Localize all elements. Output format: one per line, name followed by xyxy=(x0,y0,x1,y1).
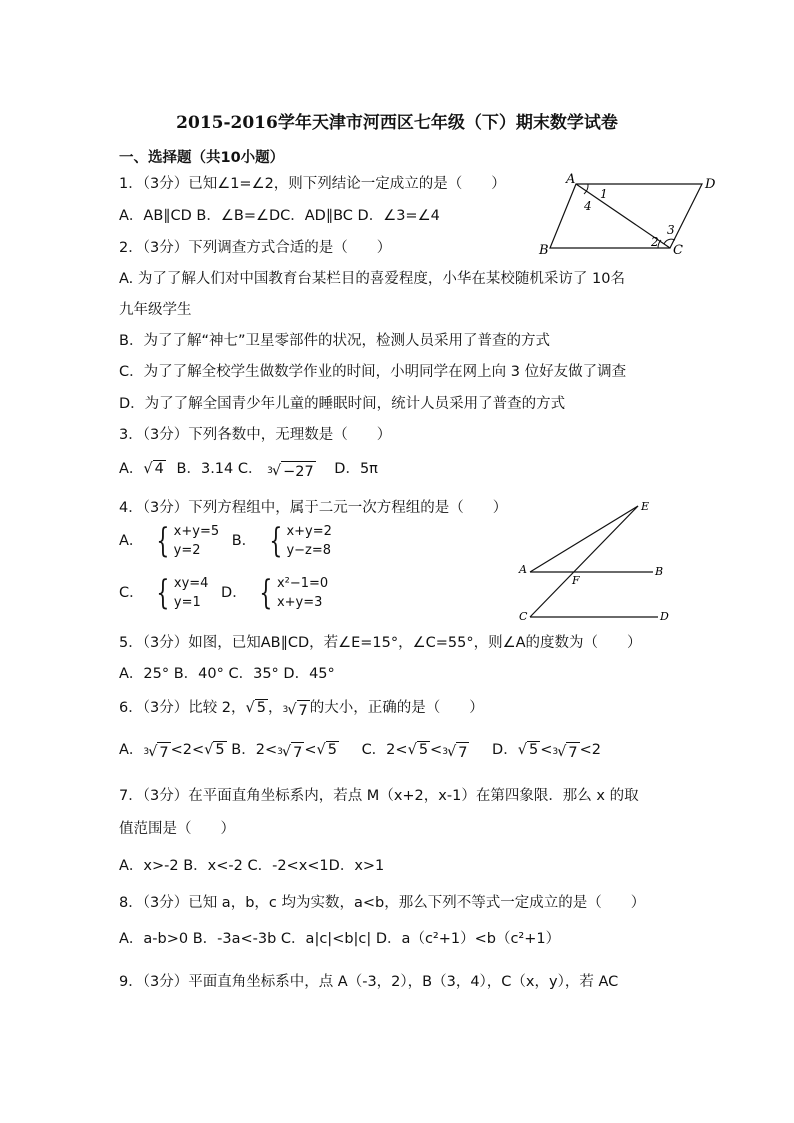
q2-option-c: C．为了了解全校学生做数学作业的时间，小明同学在网上向 3 位好友做了调查 xyxy=(119,364,627,380)
q4-d-label: D． xyxy=(221,585,247,601)
q4-system-c: { xy=4 y=1 xyxy=(156,573,209,613)
q4-system-b: { x+y=2 y−z=8 xyxy=(269,521,332,561)
label-1: 1 xyxy=(600,187,608,201)
q1-options: A．AB∥CD B．∠B=∠DC．AD∥BC D．∠3=∠4 xyxy=(119,208,440,224)
q3-b-c-label: B．3.14 C． xyxy=(176,461,263,477)
q2-option-a-line1: A. 为了了解人们对中国教育台某栏目的喜爱程度，小华在某校随机采访了 10名 xyxy=(119,271,625,287)
q9-stem: 9．（3分）平面直角坐标系中，点 A（-3，2），B（3，4），C（x，y），若 AC xyxy=(119,974,619,990)
sqrt-5: √ 5 xyxy=(245,700,267,716)
label-a: A xyxy=(519,563,527,576)
q4-b-label: B． xyxy=(231,533,257,549)
label-d: D xyxy=(705,177,716,192)
label-4: 4 xyxy=(584,199,592,213)
cbrt-neg27: 3 √ −27 xyxy=(267,463,314,480)
q6-options: A． 3 √ 7 <2<√ 5 B．2< 3 √ 7 <√ 5 C．2<√ 5 < 3 √ 7 D．√ 5 < 3 √ 7 <2 xyxy=(119,742,601,761)
label-a: A xyxy=(566,172,576,187)
label-b: B xyxy=(655,565,664,578)
q5-options: A．25° B．40° C．35° D．45° xyxy=(119,666,335,682)
q4-c-label: C． xyxy=(119,585,144,601)
q7-stem-line1: 7．（3分）在平面直角坐标系内，若点 M（x+2，x-1）在第四象限．那么 x 的取 xyxy=(119,788,639,804)
parallelogram-abcd xyxy=(550,184,702,248)
q3-d-label: D．5π xyxy=(334,461,378,477)
q3-stem: 3．（3分）下列各数中，无理数是（ ） xyxy=(119,427,392,443)
q3-a-label: A． xyxy=(119,461,144,477)
section-heading: 一、选择题（共10小题） xyxy=(119,150,285,166)
q7-stem-line2: 值范围是（ ） xyxy=(119,821,235,837)
q6-stem: 6．（3分）比较 2，√ 5 ， 3 √ 7 的大小，正确的是（ ） xyxy=(119,700,484,719)
q4-system-d: { x²−1=0 x+y=3 xyxy=(259,573,329,613)
q4-options-ab xyxy=(119,522,332,568)
q4-system-a: { x+y=5 y=2 xyxy=(156,521,220,561)
label-2: 2 xyxy=(651,235,659,249)
q8-stem: 8．（3分）已知 a，b，c 均为实数，a<b，那么下列不等式一定成立的是（ ） xyxy=(119,895,646,911)
label-e: E xyxy=(641,500,650,513)
q2-option-d: D．为了了解全国青少年儿童的睡眠时间，统计人员采用了普查的方式 xyxy=(119,396,566,412)
q4-parallel-lines-figure xyxy=(510,496,690,628)
q2-stem: 2．（3分）下列调查方式合适的是（ ） xyxy=(119,240,392,256)
q2-option-a-line2: 九年级学生 xyxy=(119,302,192,318)
sqrt-4: √ 4 xyxy=(143,461,164,477)
q8-options: A．a-b>0 B．-3a<-3b C．a|c|<b|c| D．a（c²+1）<b（c²+1） xyxy=(119,931,561,947)
q1-parallelogram-figure xyxy=(530,170,720,260)
page-title: 2015-2016学年天津市河西区七年级（下）期末数学试卷 xyxy=(176,113,618,133)
q4-a-label: A． xyxy=(119,533,144,549)
cbrt-7: 3 √ 7 xyxy=(282,702,308,719)
q4-options-cd xyxy=(119,574,328,620)
label-d: D xyxy=(660,610,669,623)
label-b: B xyxy=(539,243,549,258)
q3-options xyxy=(119,459,378,482)
q1-stem: 1．（3分）已知∠1=∠2，则下列结论一定成立的是（ ） xyxy=(119,176,506,192)
label-c: C xyxy=(673,243,683,258)
q2-option-b: B．为了了解“神七”卫星零部件的状况，检测人员采用了普查的方式 xyxy=(119,333,550,349)
q4-stem: 4．（3分）下列方程组中，属于二元一次方程组的是（ ） xyxy=(119,500,508,516)
label-f: F xyxy=(572,574,580,587)
label-3: 3 xyxy=(667,223,675,237)
q5-stem: 5．（3分）如图，已知AB∥CD，若∠E=15°，∠C=55°，则∠A的度数为（ ） xyxy=(119,635,642,651)
label-c: C xyxy=(519,610,528,623)
q7-options: A．x>-2 B．x<-2 C．-2<x<1D．x>1 xyxy=(119,858,385,874)
